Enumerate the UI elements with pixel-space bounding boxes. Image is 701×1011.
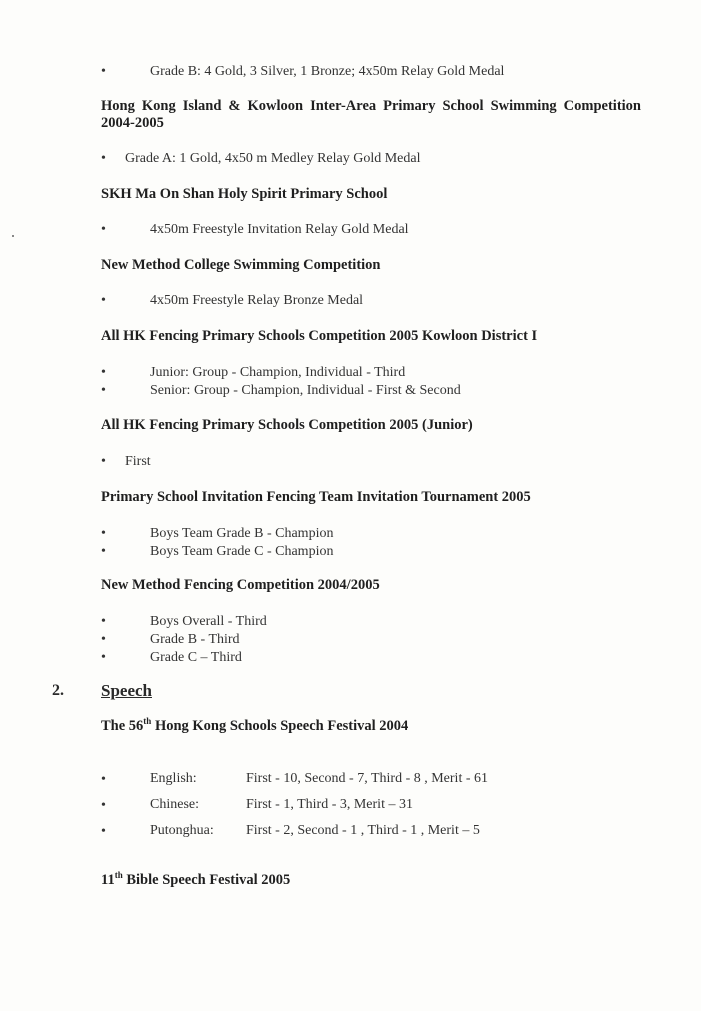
- list-item: Grade B: 4 Gold, 3 Silver, 1 Bronze; 4x50m Relay Gold Medal: [150, 64, 505, 79]
- section-heading: Hong Kong Island & Kowloon Inter-Area Primary School Swimming Competition 2004-2005: [101, 98, 641, 131]
- bullet-dot: •: [101, 632, 106, 647]
- bullet-dot: •: [101, 650, 106, 665]
- section-heading: New Method College Swimming Competition: [101, 257, 381, 273]
- bullet-dot: •: [101, 293, 106, 308]
- section-heading: Primary School Invitation Fencing Team Invitation Tournament 2005: [101, 489, 531, 505]
- ordinal-suffix: th: [114, 870, 123, 881]
- bullet-dot: •: [101, 824, 106, 839]
- bullet-dot: •: [101, 383, 106, 398]
- bullet-dot: •: [101, 365, 106, 380]
- section-number: 2.: [52, 682, 64, 699]
- section-heading: New Method Fencing Competition 2004/2005: [101, 577, 380, 593]
- list-item: Boys Team Grade B - Champion: [150, 526, 334, 541]
- section-heading: All HK Fencing Primary Schools Competition 2005 (Junior): [101, 417, 473, 433]
- list-item: Boys Team Grade C - Champion: [150, 544, 334, 559]
- bullet-dot: •: [101, 798, 106, 813]
- bullet-dot: •: [101, 614, 106, 629]
- ordinal-suffix: th: [143, 716, 152, 727]
- list-item: Junior: Group - Champion, Individual - Third: [150, 365, 406, 380]
- heading-text: The 56: [101, 718, 144, 734]
- results-text: First - 10, Second - 7, Third - 8 , Merit - 61: [246, 771, 488, 786]
- list-item: Senior: Group - Champion, Individual - First & Second: [150, 383, 461, 398]
- language-label: English:: [150, 771, 197, 786]
- bullet-dot: •: [101, 772, 106, 787]
- heading-text: Hong Kong Schools Speech Festival 2004: [151, 718, 409, 734]
- bullet-dot: •: [101, 151, 106, 166]
- bullet-dot: •: [101, 64, 106, 79]
- list-item: 4x50m Freestyle Relay Bronze Medal: [150, 293, 364, 308]
- list-item: Boys Overall - Third: [150, 614, 267, 629]
- section-title: Speech: [101, 681, 152, 700]
- speech-festival-heading: [101, 718, 641, 735]
- list-item: Grade B - Third: [150, 632, 240, 647]
- language-label: Chinese:: [150, 797, 199, 812]
- list-item: Grade A: 1 Gold, 4x50 m Medley Relay Gold Medal: [125, 151, 421, 166]
- list-item: First: [125, 454, 151, 469]
- bullet-dot: •: [101, 454, 106, 469]
- heading-text: 11: [101, 872, 115, 888]
- bullet-dot: •: [101, 222, 106, 237]
- bullet-dot: •: [101, 544, 106, 559]
- section-heading: SKH Ma On Shan Holy Spirit Primary School: [101, 186, 388, 202]
- results-text: First - 1, Third - 3, Merit – 31: [246, 797, 413, 812]
- bullet-dot: •: [101, 526, 106, 541]
- list-item: Grade C – Third: [150, 650, 242, 665]
- language-label: Putonghua:: [150, 823, 214, 838]
- results-text: First - 2, Second - 1 , Third - 1 , Merit – 5: [246, 823, 480, 838]
- bible-festival-heading: [101, 872, 641, 889]
- list-item: 4x50m Freestyle Invitation Relay Gold Medal: [150, 222, 409, 237]
- heading-text: Bible Speech Festival 2005: [122, 872, 291, 888]
- scan-speck: [12, 235, 14, 237]
- section-heading: All HK Fencing Primary Schools Competition 2005 Kowloon District I: [101, 328, 538, 344]
